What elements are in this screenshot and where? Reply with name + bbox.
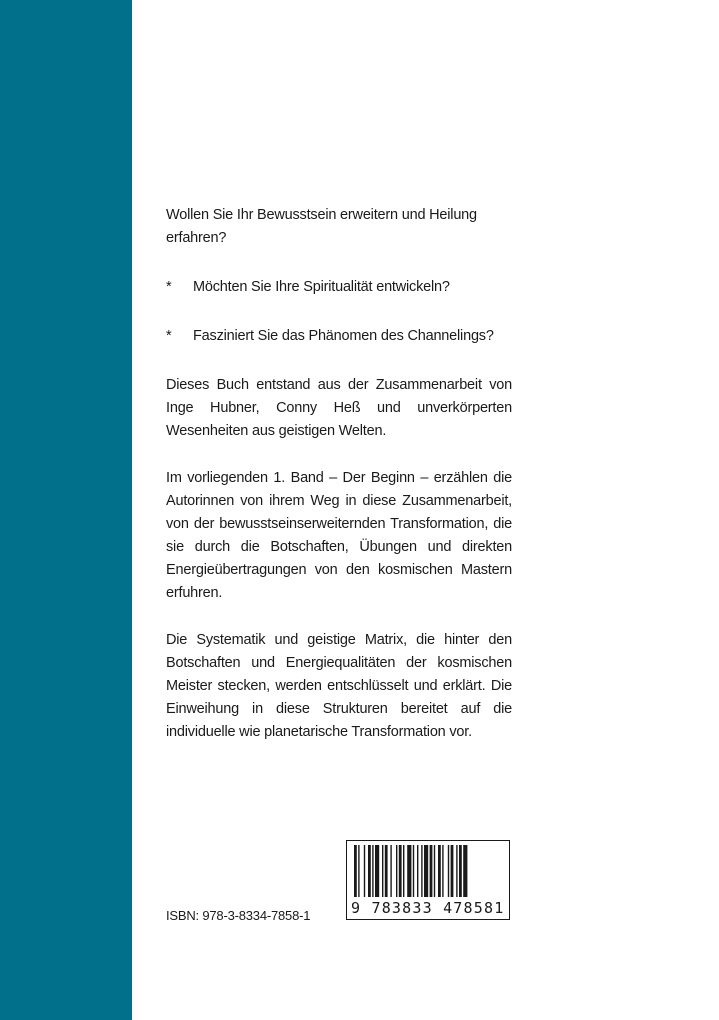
back-cover-blurb <box>166 204 512 768</box>
bullet-item <box>166 276 512 299</box>
barcode-bar <box>375 845 379 897</box>
barcode-bar <box>368 845 371 897</box>
barcode-bar <box>358 845 359 897</box>
barcode-bar <box>396 845 397 897</box>
barcode-bar <box>382 845 383 897</box>
barcode-bar <box>421 845 422 897</box>
barcode-bar <box>354 845 357 897</box>
spine-color-bar <box>0 0 132 1020</box>
bullet-marker: * <box>166 279 172 295</box>
bullet-text: Möchten Sie Ihre Spiritualität entwickeln? <box>193 279 450 295</box>
barcode-bars <box>350 845 506 897</box>
barcode-bar <box>385 845 388 897</box>
paragraph-volume: Im vorliegenden 1. Band – Der Beginn – erzählen die Autorinnen von ihrem Weg in diese Zusammenarbeit, von der bewusstseinserweiternden Transformation, die sie durch die Botschaften, Übungen und direkten Energieübertragungen von den kosmischen Mastern erfuhren. <box>166 470 512 601</box>
barcode-bar <box>399 845 402 897</box>
intro-question: Wollen Sie Ihr Bewusstsein erweitern und Heilung erfahren? <box>166 207 477 246</box>
barcode-bar <box>463 845 467 897</box>
barcode-bar <box>417 845 418 897</box>
barcode-bar <box>372 845 373 897</box>
bullet-item <box>166 325 512 348</box>
barcode-bar <box>456 845 457 897</box>
barcode <box>346 840 510 920</box>
bullet-marker: * <box>166 328 172 344</box>
paragraph-authors: Dieses Buch entstand aus der Zusammenarbeit von Inge Hubner, Conny Heß und unverkörperten Wesenheiten aus geistigen Welten. <box>166 377 512 439</box>
barcode-bar <box>459 845 462 897</box>
barcode-digits: 9 783833 478581 <box>351 899 505 917</box>
barcode-bar <box>448 845 449 897</box>
barcode-bar <box>407 845 411 897</box>
barcode-bar <box>403 845 404 897</box>
barcode-bar <box>442 845 443 897</box>
isbn-text: ISBN: 978-3-8334-7858-1 <box>166 908 311 923</box>
barcode-bar <box>434 845 435 897</box>
barcode-bar <box>413 845 414 897</box>
paragraph-matrix: Die Systematik und geistige Matrix, die hinter den Botschaften und Energiequalitäten der kosmischen Meister stecken, werden entschlüsselt und erklärt. Die Einweihung in diese Strukturen bereitet auf die individuelle wie planetarische Transformation vor. <box>166 632 512 740</box>
barcode-bar <box>438 845 441 897</box>
barcode-bar <box>390 845 391 897</box>
barcode-bar <box>424 845 428 897</box>
barcode-bar <box>364 845 365 897</box>
bullet-text: Fasziniert Sie das Phänomen des Channelings? <box>193 328 494 344</box>
barcode-bar <box>451 845 454 897</box>
barcode-bar <box>430 845 433 897</box>
